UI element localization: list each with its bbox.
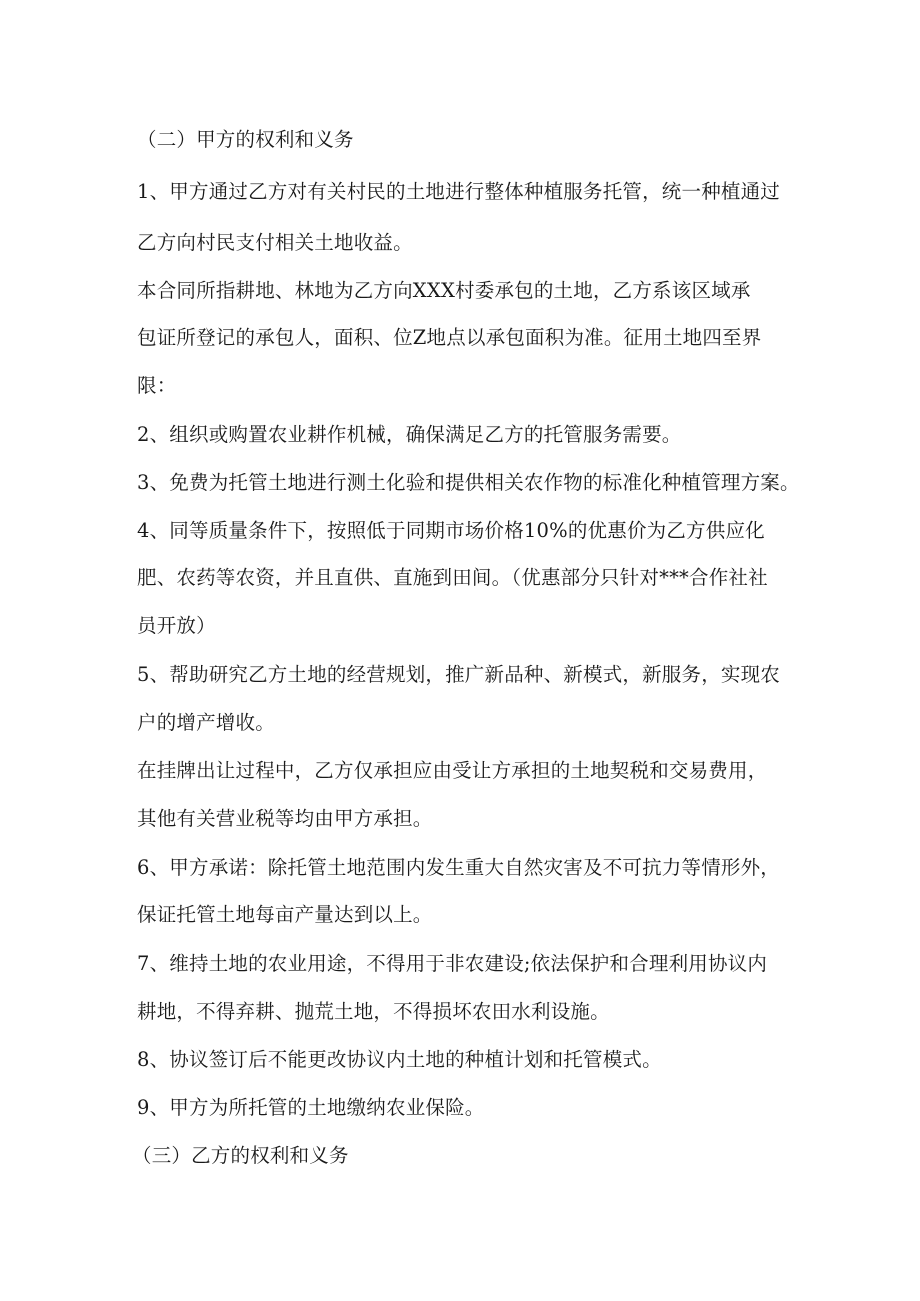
clause-1-line-1: 1、甲方通过乙方对有关村民的土地进行整体种植服务托管，统一种植通过: [137, 180, 781, 203]
clause-5-line-2: 户的增产增收。: [137, 711, 275, 734]
clause-8: 8、协议签订后不能更改协议内土地的种植计划和托管模式。: [137, 1048, 662, 1071]
paragraph-land-scope-line-2: 包证所登记的承包人，面积、位Z地点以承包面积为准。征用土地四至界: [137, 326, 762, 349]
paragraph-land-scope-line-1: 本合同所指耕地、林地为乙方向XXX村委承包的土地，乙方系该区域承: [137, 279, 751, 302]
section-heading-party-a-rights: （二）甲方的权利和义务: [137, 128, 354, 151]
clause-7-line-2: 耕地，不得弃耕、抛荒土地，不得损坏农田水利设施。: [137, 1000, 610, 1023]
clause-6-line-1: 6、甲方承诺：除托管土地范围内发生重大自然灾害及不可抗力等情形外，: [137, 856, 781, 879]
clause-4-line-3: 员开放）: [137, 614, 216, 637]
clause-3: 3、免费为托管土地进行测土化验和提供相关农作物的标准化种植管理方案。: [137, 471, 800, 494]
clause-6-line-2: 保证托管土地每亩产量达到以上。: [137, 903, 433, 926]
clause-2: 2、组织或购置农业耕作机械，确保满足乙方的托管服务需要。: [137, 423, 682, 446]
clause-9: 9、甲方为所托管的土地缴纳农业保险。: [137, 1096, 485, 1119]
paragraph-land-scope-line-3: 限：: [137, 374, 177, 397]
clause-5-line-1: 5、帮助研究乙方土地的经营规划，推广新品种、新模式，新服务，实现农: [137, 663, 781, 686]
clause-7-line-1: 7、维持土地的农业用途，不得用于非农建设;依法保护和合理利用协议内: [137, 952, 768, 975]
paragraph-listing-transfer-line-2: 其他有关营业税等均由甲方承担。: [137, 807, 433, 830]
clause-4-line-1: 4、同等质量条件下，按照低于同期市场价格10%的优惠价为乙方供应化: [137, 519, 765, 542]
clause-4-line-2: 肥、农药等农资，并且直供、直施到田间。（优惠部分只针对***合作社社: [137, 566, 768, 589]
section-heading-party-b-rights: （三）乙方的权利和义务: [132, 1144, 349, 1167]
paragraph-listing-transfer-line-1: 在挂牌出让过程中，乙方仅承担应由受让方承担的土地契税和交易费用，: [137, 759, 768, 782]
clause-1-line-2: 乙方向村民支付相关土地收益。: [137, 231, 413, 254]
